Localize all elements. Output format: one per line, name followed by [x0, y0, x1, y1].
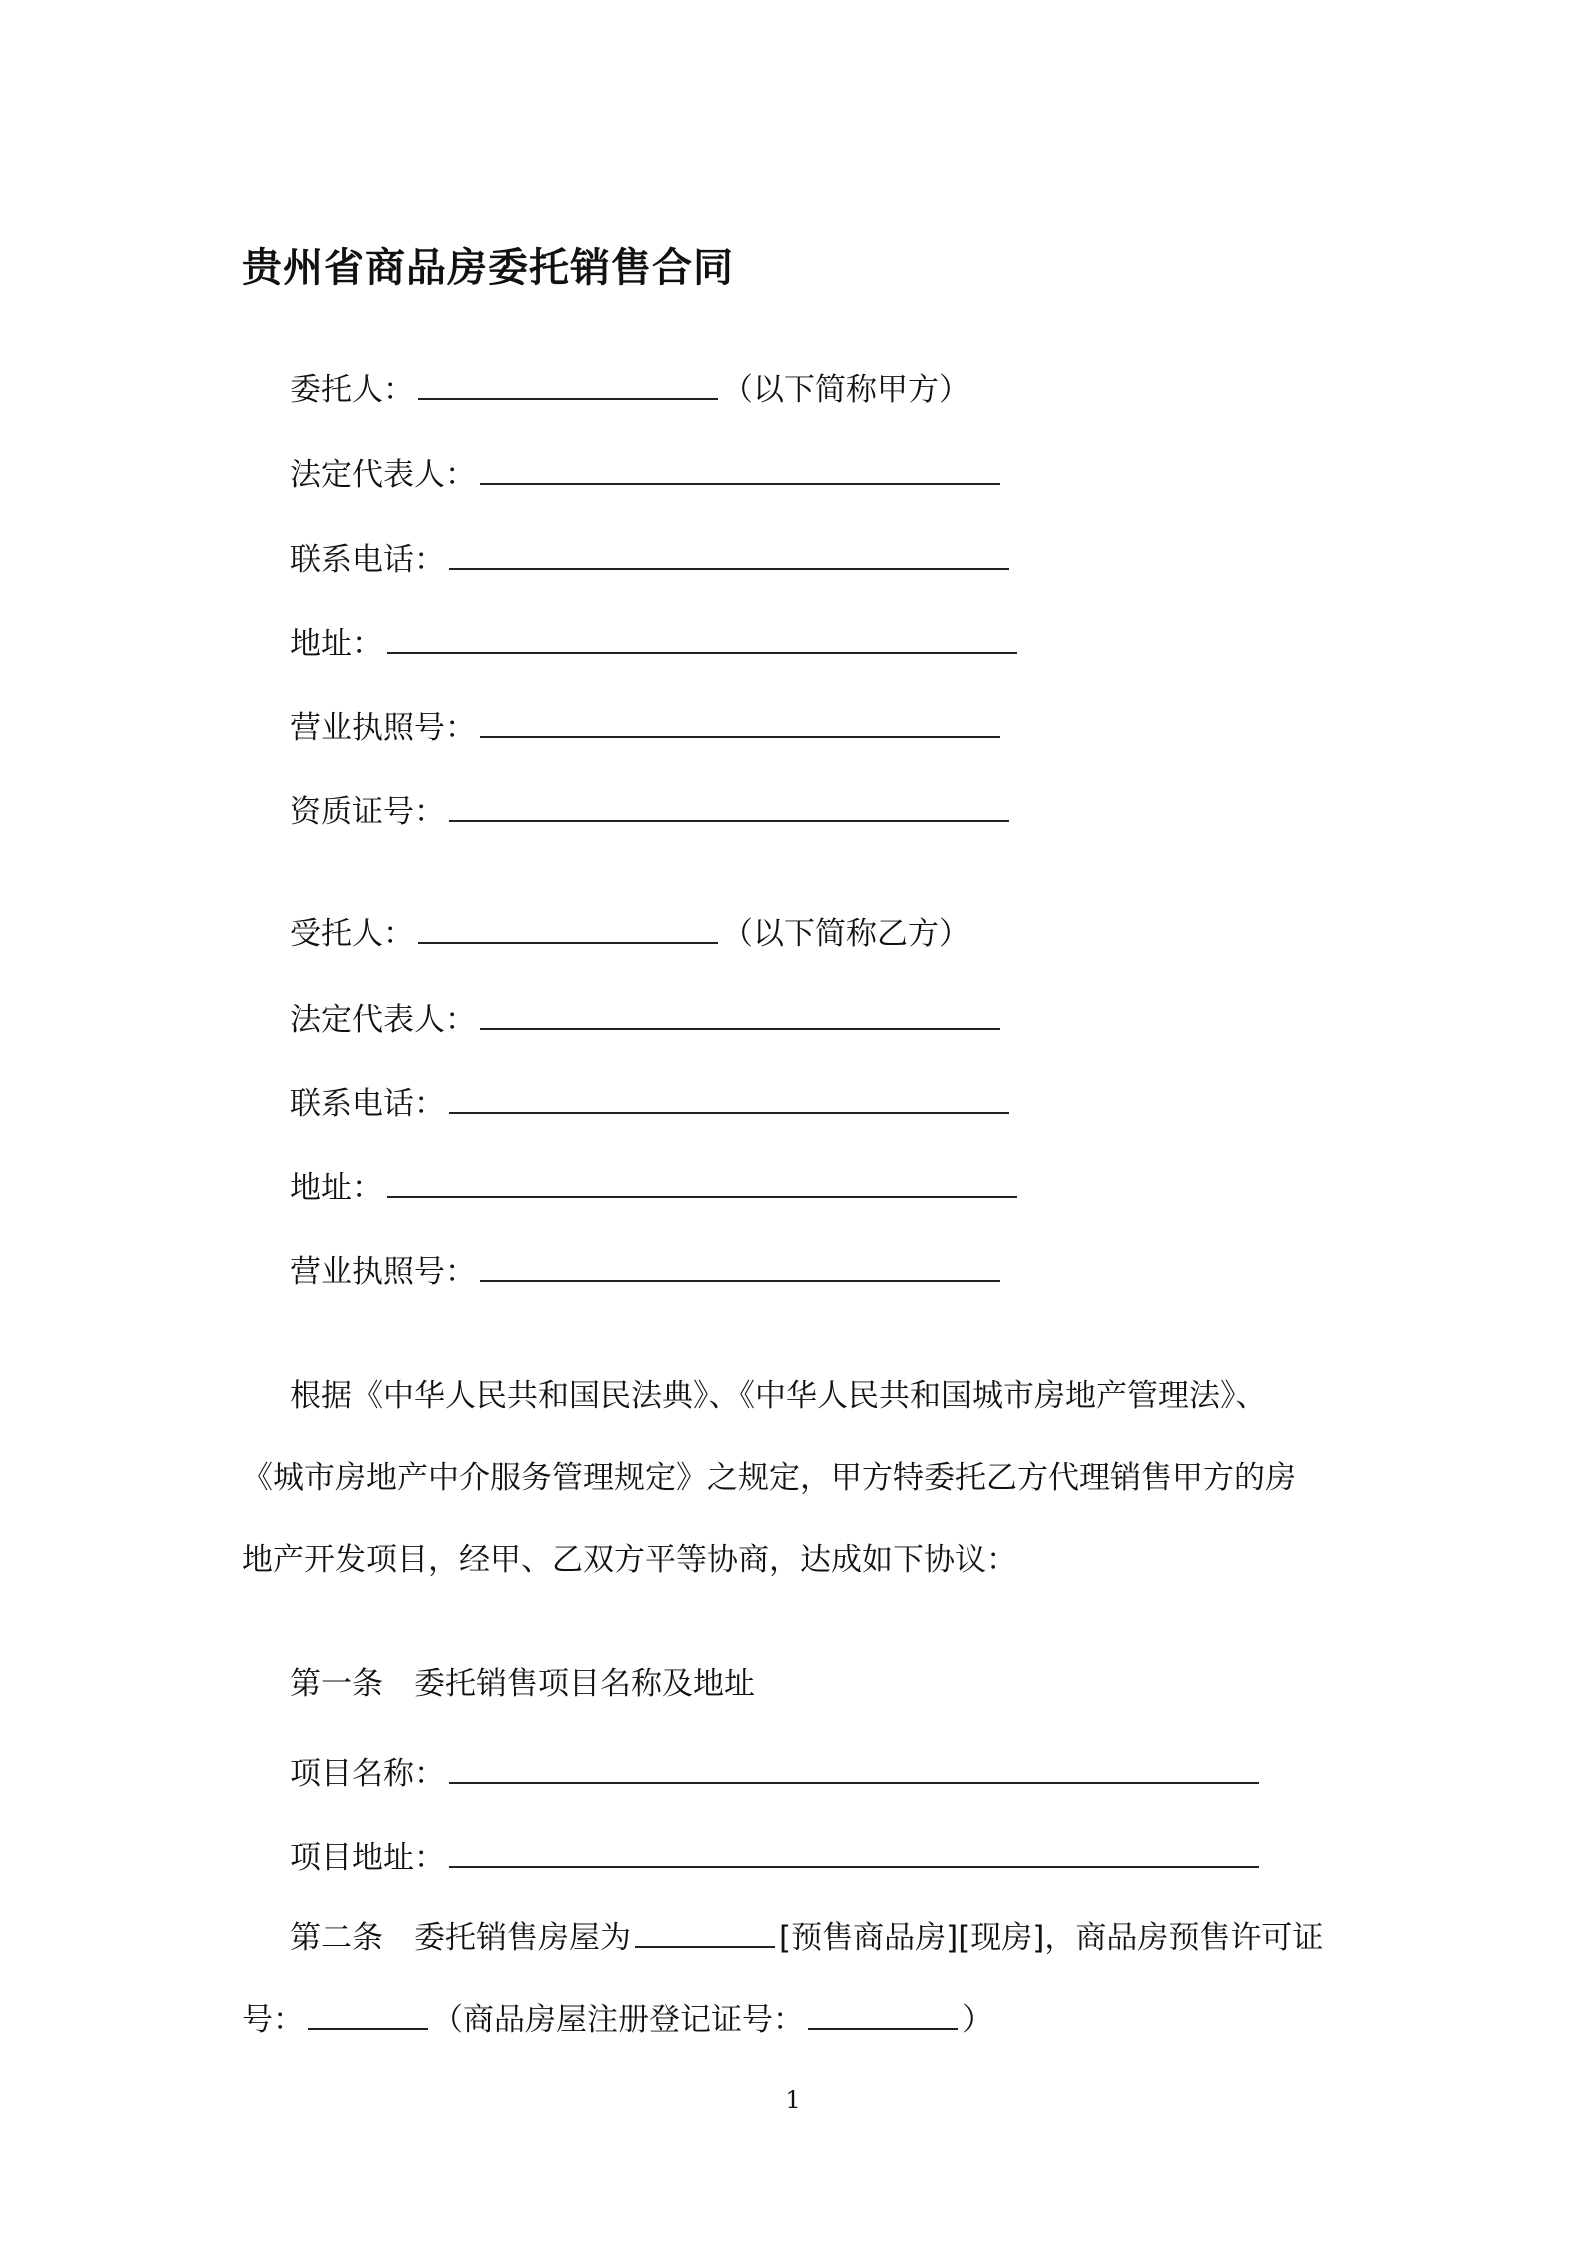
registration-close: ） [962, 2002, 993, 2038]
registration-label: （商品房屋注册登记证号： [432, 2002, 804, 2038]
party-a-legal-rep-label: 法定代表人： [290, 457, 476, 493]
party-a-principal-row [290, 370, 970, 410]
article-1-heading: 第一条 委托销售项目名称及地址 [290, 1666, 755, 1702]
party-b-license-label: 营业执照号： [290, 1254, 476, 1290]
party-a-legal-rep-row [290, 455, 1004, 495]
preamble-line-3: 地产开发项目，经甲、乙双方平等协商，达成如下协议： [242, 1542, 1017, 1578]
party-b-agent-label: 受托人： [290, 916, 414, 952]
party-b-address-label: 地址： [290, 1170, 383, 1206]
article-2-license-label: 号： [242, 2002, 304, 2038]
party-b-phone-blank[interactable] [449, 1084, 1009, 1114]
party-a-address-label: 地址： [290, 626, 383, 662]
party-a-phone-blank[interactable] [449, 540, 1009, 570]
party-a-license-row [290, 708, 1004, 748]
party-b-agent-blank[interactable] [418, 914, 718, 944]
party-a-license-label: 营业执照号： [290, 710, 476, 746]
party-a-principal-blank[interactable] [418, 370, 718, 400]
party-b-phone-label: 联系电话： [290, 1086, 445, 1122]
article-2-house-type-blank[interactable] [635, 1918, 775, 1948]
article-2-suffix: [预售商品房][现房]，商品房预售许可证 [779, 1920, 1324, 1956]
party-a-address-blank[interactable] [387, 624, 1017, 654]
preamble-line-1: 根据《中华人民共和国民法典》、《中华人民共和国城市房地产管理法》、 [290, 1378, 1267, 1414]
party-a-legal-rep-blank[interactable] [480, 455, 1000, 485]
project-address-label: 项目地址： [290, 1840, 445, 1876]
page-number: 1 [785, 2086, 801, 2114]
party-b-agent-row [290, 914, 970, 954]
party-b-legal-rep-row [290, 1000, 1004, 1040]
project-name-row [290, 1754, 1263, 1794]
party-b-agent-suffix: （以下简称乙方） [722, 916, 970, 952]
party-a-qualification-blank[interactable] [449, 792, 1009, 822]
registration-number-blank[interactable] [808, 2000, 958, 2030]
party-b-phone-row [290, 1084, 1013, 1124]
party-a-phone-label: 联系电话： [290, 542, 445, 578]
party-a-qualification-label: 资质证号： [290, 794, 445, 830]
document-title: 贵州省商品房委托销售合同 [242, 245, 734, 291]
party-a-license-blank[interactable] [480, 708, 1000, 738]
presale-license-blank[interactable] [308, 2000, 428, 2030]
party-b-legal-rep-blank[interactable] [480, 1000, 1000, 1030]
project-name-blank[interactable] [449, 1754, 1259, 1784]
party-a-principal-suffix: （以下简称甲方） [722, 372, 970, 408]
party-a-phone-row [290, 540, 1013, 580]
party-b-legal-rep-label: 法定代表人： [290, 1002, 476, 1038]
project-address-row [290, 1838, 1263, 1878]
party-b-address-row [290, 1168, 1021, 1208]
article-2-line-1 [290, 1918, 1323, 1958]
party-b-license-row [290, 1252, 1004, 1292]
preamble-line-2: 《城市房地产中介服务管理规定》之规定，甲方特委托乙方代理销售甲方的房 [242, 1460, 1296, 1496]
project-address-blank[interactable] [449, 1838, 1259, 1868]
party-b-address-blank[interactable] [387, 1168, 1017, 1198]
party-a-address-row [290, 624, 1021, 664]
article-2-prefix: 第二条 委托销售房屋为 [290, 1920, 631, 1956]
party-a-qualification-row [290, 792, 1013, 832]
party-b-license-blank[interactable] [480, 1252, 1000, 1282]
project-name-label: 项目名称： [290, 1756, 445, 1792]
article-2-line-2 [242, 2000, 993, 2040]
party-a-principal-label: 委托人： [290, 372, 414, 408]
